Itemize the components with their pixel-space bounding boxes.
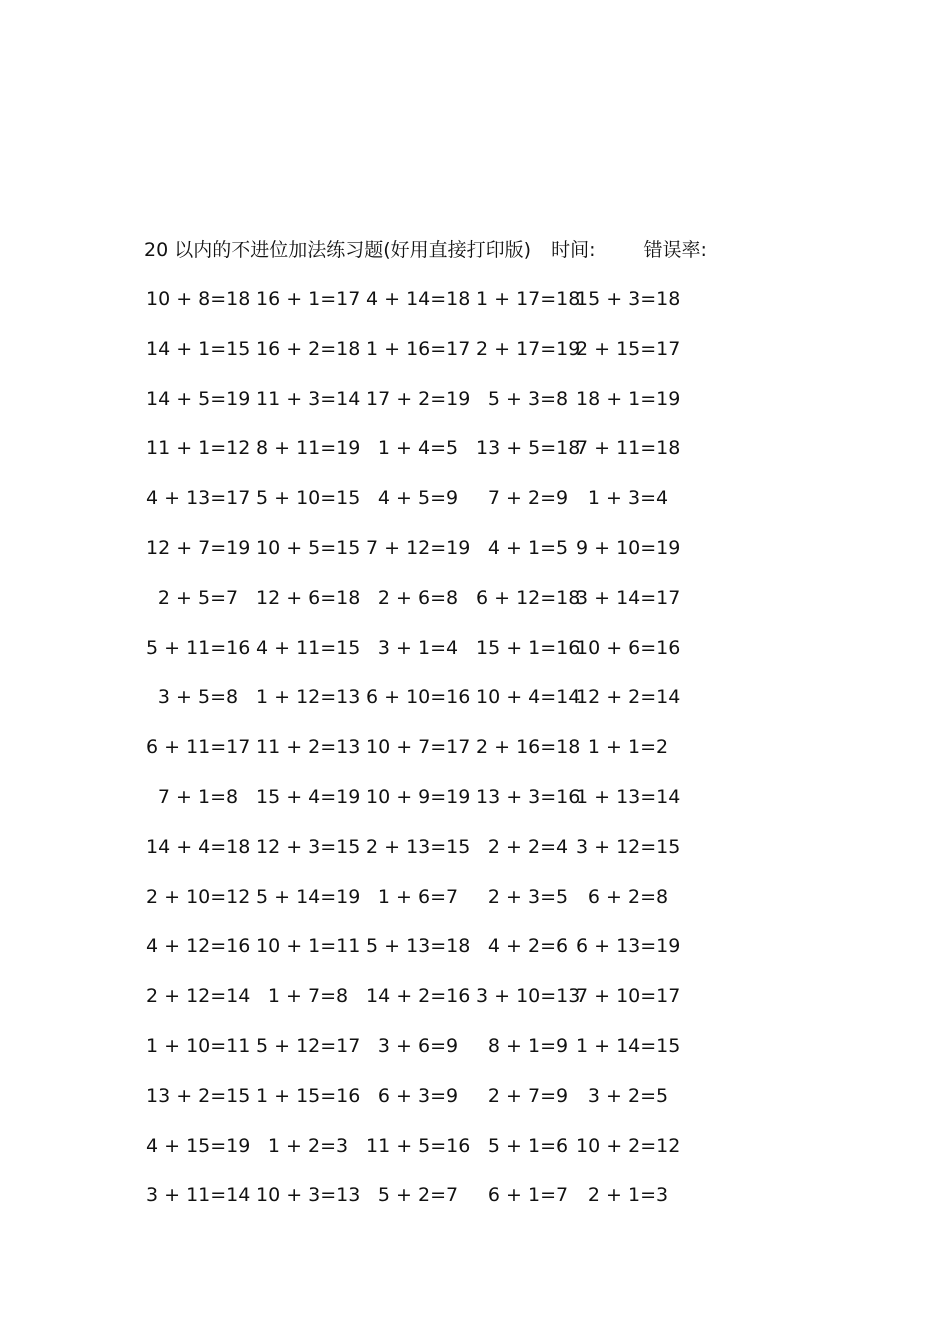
addition-problem: 13 + 3=16 — [476, 785, 581, 808]
addition-problem: 17 + 2=19 — [366, 387, 471, 410]
problem-row — [146, 782, 706, 832]
addition-problem: 2 + 7=9 — [487, 1084, 569, 1107]
problem-grid — [146, 284, 706, 1230]
addition-problem: 3 + 5=8 — [157, 686, 239, 709]
addition-problem: 1 + 3=4 — [587, 487, 669, 510]
problem-row — [146, 1081, 706, 1131]
problem-row — [146, 981, 706, 1031]
addition-problem: 2 + 5=7 — [157, 586, 239, 609]
addition-problem: 7 + 11=18 — [576, 437, 681, 460]
addition-problem: 16 + 1=17 — [256, 288, 361, 310]
problem-row — [146, 433, 706, 483]
addition-problem: 6 + 1=7 — [487, 1184, 569, 1207]
addition-problem: 3 + 10=13 — [476, 985, 581, 1008]
addition-problem: 1 + 15=16 — [256, 1084, 361, 1107]
addition-problem: 1 + 1=2 — [587, 736, 669, 759]
addition-problem: 11 + 5=16 — [366, 1134, 471, 1157]
worksheet-header — [144, 236, 707, 264]
addition-problem: 16 + 2=18 — [256, 337, 361, 360]
addition-problem: 10 + 1=11 — [256, 935, 361, 958]
addition-problem: 12 + 2=14 — [576, 686, 681, 709]
problem-row — [146, 682, 706, 732]
addition-problem: 14 + 2=16 — [366, 985, 471, 1008]
page-title: 20 以内的不进位加法练习题(好用直接打印版) — [144, 239, 532, 261]
problem-row — [146, 284, 706, 334]
addition-problem: 1 + 12=13 — [256, 686, 361, 709]
addition-problem: 6 + 2=8 — [587, 885, 669, 908]
problem-row — [146, 1131, 706, 1181]
addition-problem: 10 + 5=15 — [256, 536, 361, 559]
problem-row — [146, 483, 706, 533]
addition-problem: 3 + 2=5 — [587, 1084, 669, 1107]
problem-row — [146, 1180, 706, 1230]
addition-problem: 15 + 4=19 — [256, 785, 361, 808]
addition-problem: 1 + 17=18 — [476, 288, 581, 310]
problem-row — [146, 931, 706, 981]
addition-problem: 9 + 10=19 — [576, 536, 681, 559]
addition-problem: 3 + 12=15 — [576, 835, 681, 858]
addition-problem: 2 + 10=12 — [146, 885, 251, 908]
addition-problem: 1 + 2=3 — [267, 1134, 349, 1157]
addition-problem: 1 + 13=14 — [576, 785, 681, 808]
addition-problem: 4 + 14=18 — [366, 288, 471, 310]
addition-problem: 3 + 1=4 — [377, 636, 459, 659]
addition-problem: 12 + 6=18 — [256, 586, 361, 609]
addition-problem: 2 + 1=3 — [587, 1184, 669, 1207]
addition-problem: 10 + 8=18 — [146, 288, 251, 310]
addition-problem: 3 + 11=14 — [146, 1184, 251, 1207]
addition-problem: 4 + 2=6 — [487, 935, 569, 958]
problem-row — [146, 1031, 706, 1081]
addition-problem: 10 + 2=12 — [576, 1134, 681, 1157]
addition-problem: 7 + 2=9 — [487, 487, 569, 510]
addition-problem: 5 + 10=15 — [256, 487, 361, 510]
addition-problem: 5 + 1=6 — [487, 1134, 569, 1157]
addition-problem: 15 + 3=18 — [576, 288, 681, 310]
addition-problem: 2 + 16=18 — [476, 736, 581, 759]
addition-problem: 7 + 12=19 — [366, 536, 471, 559]
addition-problem: 5 + 11=16 — [146, 636, 251, 659]
problem-row — [146, 384, 706, 434]
addition-problem: 10 + 4=14 — [476, 686, 581, 709]
addition-problem: 5 + 3=8 — [487, 387, 569, 410]
addition-problem: 12 + 3=15 — [256, 835, 361, 858]
problem-row — [146, 882, 706, 932]
addition-problem: 10 + 3=13 — [256, 1184, 361, 1207]
error-rate-label: 错误率: — [643, 239, 707, 261]
addition-problem: 2 + 6=8 — [377, 586, 459, 609]
addition-problem: 6 + 13=19 — [576, 935, 681, 958]
addition-problem: 1 + 4=5 — [377, 437, 459, 460]
addition-problem: 5 + 14=19 — [256, 885, 361, 908]
addition-problem: 2 + 15=17 — [576, 337, 681, 360]
addition-problem: 11 + 3=14 — [256, 387, 361, 410]
addition-problem: 1 + 16=17 — [366, 337, 471, 360]
addition-problem: 10 + 9=19 — [366, 785, 471, 808]
addition-problem: 1 + 14=15 — [576, 1034, 681, 1057]
addition-problem: 3 + 6=9 — [377, 1034, 459, 1057]
addition-problem: 14 + 4=18 — [146, 835, 251, 858]
addition-problem: 6 + 10=16 — [366, 686, 471, 709]
addition-problem: 4 + 15=19 — [146, 1134, 251, 1157]
addition-problem: 2 + 3=5 — [487, 885, 569, 908]
problem-row — [146, 533, 706, 583]
addition-problem: 1 + 7=8 — [267, 985, 349, 1008]
addition-problem: 14 + 1=15 — [146, 337, 251, 360]
problem-row — [146, 732, 706, 782]
addition-problem: 18 + 1=19 — [576, 387, 681, 410]
time-label: 时间: — [551, 239, 596, 261]
addition-problem: 8 + 1=9 — [487, 1034, 569, 1057]
addition-problem: 4 + 11=15 — [256, 636, 361, 659]
addition-problem: 13 + 2=15 — [146, 1084, 251, 1107]
addition-problem: 6 + 12=18 — [476, 586, 581, 609]
addition-problem: 1 + 10=11 — [146, 1034, 251, 1057]
addition-problem: 13 + 5=18 — [476, 437, 581, 460]
addition-problem: 6 + 11=17 — [146, 736, 251, 759]
problem-row — [146, 832, 706, 882]
problem-row — [146, 583, 706, 633]
addition-problem: 15 + 1=16 — [476, 636, 581, 659]
addition-problem: 14 + 5=19 — [146, 387, 251, 410]
addition-problem: 4 + 13=17 — [146, 487, 251, 510]
addition-problem: 11 + 2=13 — [256, 736, 361, 759]
addition-problem: 7 + 1=8 — [157, 785, 239, 808]
addition-problem: 11 + 1=12 — [146, 437, 251, 460]
addition-problem: 4 + 5=9 — [377, 487, 459, 510]
addition-problem: 7 + 10=17 — [576, 985, 681, 1008]
problem-row — [146, 633, 706, 683]
addition-problem: 5 + 2=7 — [377, 1184, 459, 1207]
addition-problem: 6 + 3=9 — [377, 1084, 459, 1107]
addition-problem: 4 + 1=5 — [487, 536, 569, 559]
addition-problem: 3 + 14=17 — [576, 586, 681, 609]
addition-problem: 4 + 12=16 — [146, 935, 251, 958]
problem-row — [146, 334, 706, 384]
addition-problem: 10 + 6=16 — [576, 636, 681, 659]
addition-problem: 8 + 11=19 — [256, 437, 361, 460]
addition-problem: 1 + 6=7 — [377, 885, 459, 908]
addition-problem: 5 + 12=17 — [256, 1034, 361, 1057]
addition-problem: 2 + 2=4 — [487, 835, 569, 858]
addition-problem: 5 + 13=18 — [366, 935, 471, 958]
addition-problem: 12 + 7=19 — [146, 536, 251, 559]
addition-problem: 10 + 7=17 — [366, 736, 471, 759]
addition-problem: 2 + 17=19 — [476, 337, 581, 360]
addition-problem: 2 + 13=15 — [366, 835, 471, 858]
addition-problem: 2 + 12=14 — [146, 985, 251, 1008]
